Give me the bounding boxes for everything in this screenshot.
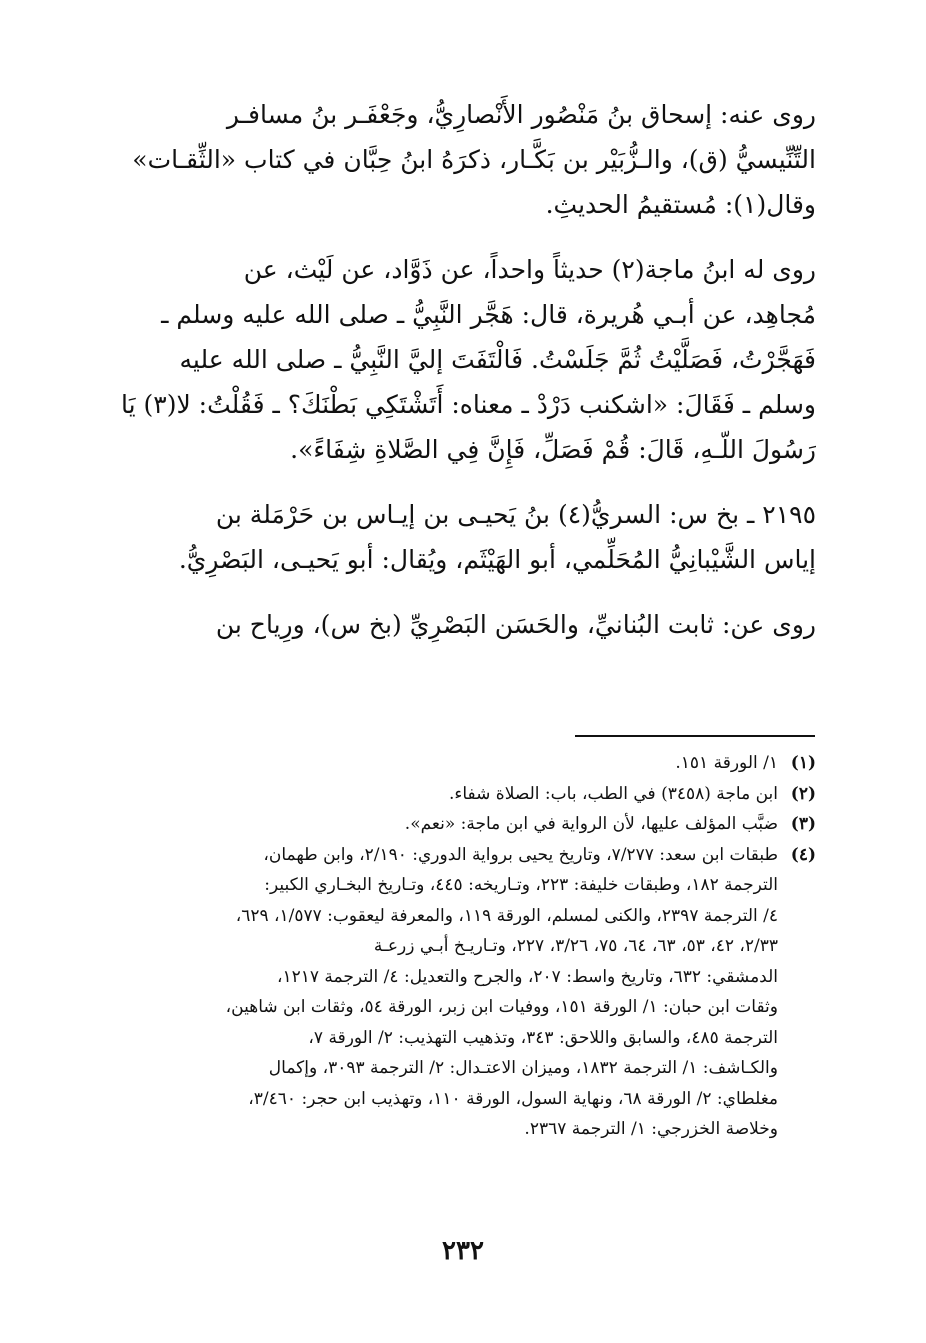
- text-line: فَهَجَّرْتُ، فَصَلَّيْتُ ثُمَّ جَلَسْتُ. فَالْتَفَتَ إليَّ النَّبِيُّ ـ صلى الله عليه: [179, 345, 816, 374]
- footnote-line: وثقات ابن حبان: ١/ الورقة ١٥١، ووفيات ابن زبر، الورقة ٥٤، وثقات ابن شاهين،: [225, 997, 778, 1017]
- text-line: إياس الشَّيْبانِيُّ المُحَلِّمي، أبو الهَيْثَم، ويُقال: أبو يَحيـى، البَصْرِيُّ.: [178, 545, 816, 574]
- text-line: روى له ابنُ ماجة(٢) حديثاً واحداً، عن ذَوَّاد، عن لَيْث، عن: [243, 255, 816, 284]
- text-line: مُجاهِد، عن أبـي هُريرة، قال: هَجَّر النَّبِيُّ ـ صلى الله عليه وسلم ـ: [161, 300, 816, 329]
- footnote-body: [92, 779, 778, 810]
- footnote-3: [92, 809, 816, 840]
- footnote-4: [92, 840, 816, 1145]
- footnote-1: [92, 748, 816, 779]
- text-line: ٢١٩٥ ـ بخ س: السريُّ(٤) بنُ يَحيـى بن إيـاس بن حَرْمَلة بن: [215, 500, 816, 529]
- paragraph-hadith: [88, 247, 816, 472]
- footnote-separator: [575, 735, 815, 737]
- page-number: ٢٣٢: [442, 1236, 484, 1266]
- footnote-number: (٣): [790, 814, 816, 834]
- text-line: روى عنه: إسحاق بنُ مَنْصُور الأَنْصارِيُّ، وجَعْفَـر بنُ مسافـر: [226, 100, 816, 129]
- footnote-line: الترجمة ١٨٢، وطبقات خليفة: ٢٢٣، وتـاريخه: ٤٤٥، وتـاريخ البخـاري الكبير:: [264, 875, 778, 895]
- footnote-line: الدمشقي: ٦٣٢، وتاريخ واسط: ٢٠٧، والجرح والتعديل: ٤/ الترجمة ١٢١٧،: [276, 966, 778, 987]
- text-line: التِّنِّيسيُّ (ق)، والـزُّبَيْر بن بَكَّـار، ذكرَهُ ابنُ حِبَّان في كتاب «الثِّقـات»: [132, 145, 816, 174]
- text-line: وسلم ـ فَقَالَ: «اشكنب دَرْدْ ـ معناه: أَتَشْتَكِي بَطْنَكَ؟ ـ فَقُلْتُ: لا(٣) يَا: [121, 390, 816, 419]
- paragraph-narrated-from: [88, 602, 816, 647]
- footnote-number: (٤): [790, 844, 816, 865]
- footnote-body: [92, 840, 778, 1145]
- footnote-line: ضبَّب المؤلف عليها، لأن الرواية في ابن ماجة: «نعم».: [404, 814, 778, 834]
- footnote-line: طبقات ابن سعد: ٧/٢٧٧، وتاريخ يحيى برواية الدوري: ٢/١٩٠، وابن طهمان،: [263, 844, 778, 865]
- footnote-number: (٢): [790, 783, 816, 804]
- footnote-body: [92, 809, 778, 840]
- footnote-2: [92, 779, 816, 810]
- text-line: وقال(١): مُستقيمُ الحديثِ.: [545, 190, 816, 219]
- main-text: [88, 92, 816, 667]
- paragraph-entry-2195: [88, 492, 816, 582]
- text-line: روى عن: ثابت البُنانيِّ، والحَسَن البَصْرِيِّ (بخ س)، ورِياح بن: [215, 610, 816, 639]
- footnotes: [92, 748, 816, 1145]
- footnote-line: ٢/٣٣، ٤٢، ٥٣، ٦٣، ٦٤، ٧٥، ٣/٢٦، ٢٢٧، وتـاريـخ أبـي زرعـة: [373, 936, 778, 956]
- footnote-line: والكـاشف: ١/ الترجمة ١٨٣٢، وميزان الاعتـدال: ٢/ الترجمة ٣٠٩٣، وإكمال: [268, 1058, 778, 1078]
- text-line: رَسُولَ اللّـهِ، قَالَ: قُمْ فَصَلِّ، فَإِنَّ فِي الصَّلاةِ شِفَاءً».: [290, 435, 816, 464]
- footnote-line: مغلطاي: ٢/ الورقة ٦٨، ونهاية السول، الورقة ١١٠، وتهذيب ابن حجر: ٣/٤٦٠،: [248, 1088, 778, 1109]
- footnote-line: الترجمة ٤٨٥، والسابق واللاحق: ٣٤٣، وتذهيب التهذيب: ٢/ الورقة ٧،: [308, 1027, 778, 1048]
- footnote-line: وخلاصة الخزرجي: ١/ الترجمة ٢٣٦٧.: [524, 1119, 778, 1139]
- footnote-line: ابن ماجة (٣٤٥٨) في الطب، باب: الصلاة شفاء.: [448, 783, 778, 804]
- footnote-body: [92, 748, 778, 779]
- footnote-line: ١/ الورقة ١٥١.: [675, 753, 778, 773]
- paragraph-narrators-from: [88, 92, 816, 227]
- footnote-number: (١): [790, 753, 816, 773]
- footnote-line: ٤/ الترجمة ٢٣٩٧، والكنى لمسلم، الورقة ١١٩، والمعرفة ليعقوب: ١/٥٧٧، ٦٢٩،: [235, 905, 778, 926]
